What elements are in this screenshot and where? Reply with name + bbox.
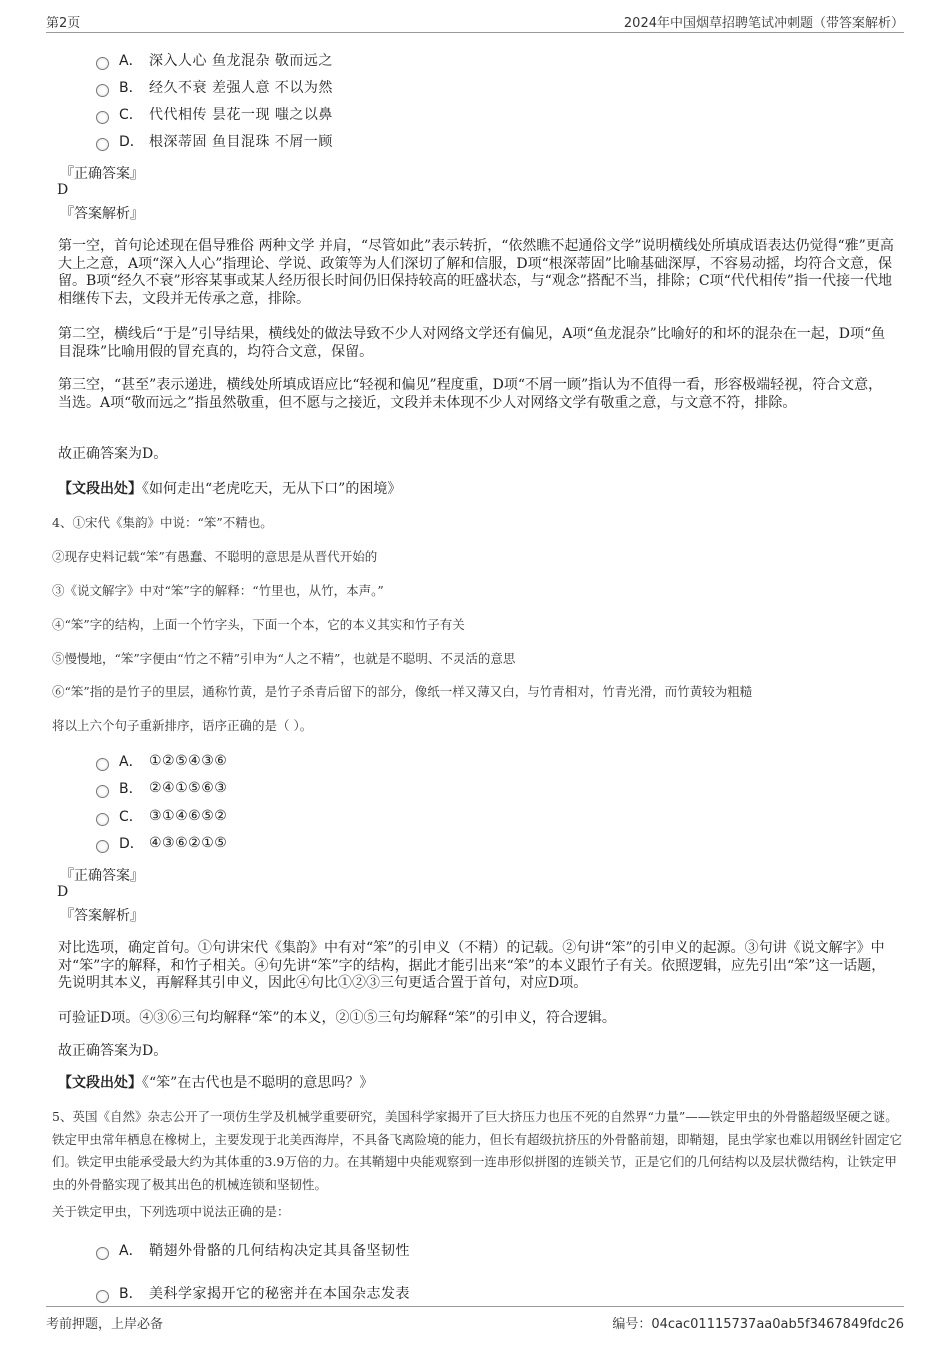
q4-line-4: ④“笨”字的结构，上面一个竹字头，下面一个本，它的本义其实和竹子有关 [52,617,465,632]
document-title: 2024年中国烟草招聘笔试冲刺题（带答案解析） [623,16,904,31]
document-code [612,1313,904,1332]
footer-divider [46,1306,904,1307]
q3-analysis-p1: 第一空，首句论述现在倡导雅俗 两种文学 并肩，“尽管如此”表示转折，“依然瞧不起通俗文学”说明横线处所填成语表达仍觉得“雅”更高大上之意，A项“深入人心”指理论、学说、政策等为人们深切了解和信服，D项“根深蒂固”比喻基础深厚，不容易动摇，均符合文意，保留。B项“经久不衰”形容某事或某人经历很长时间仍旧保持较高的旺盛状态，与“观念”搭配不当，排除；C项“代代相传”指一代接一代地相继传下去，文段并无传承之意，排除。 [58,238,894,307]
q5-option-b[interactable] [96,1283,410,1303]
option-letter: A． [119,1243,143,1259]
radio-icon[interactable] [96,111,109,124]
q4-analysis-p2: 可验证D项。④③⑥三句均解释“笨”的本义，②①⑤三句均解释“笨”的引申义，符合逻辑。 [58,1010,616,1026]
q4-analysis-p1: 对比选项，确定首句。①句讲宋代《集韵》中有对“笨”的引申义（不精）的记载。②句讲“笨”的引申义的起源。③句讲《说文解字》中对“笨”字的解释，和竹子相关。④句先讲“笨”字的结构，据此才能引出来“笨”的本义跟竹子有关。依照逻辑，应先引出“笨”这一话题，先说明其本义，再解释其引申义，因此④句比①②③三句更适合置于首句，对应D项。 [58,940,886,991]
radio-icon[interactable] [96,813,109,826]
radio-icon[interactable] [96,138,109,151]
q4-answer-label: 『正确答案』 [60,868,144,884]
option-letter: C． [119,809,143,825]
radio-icon[interactable] [96,758,109,771]
option-text: 代代相传 昙花一现 嗤之以鼻 [149,107,333,123]
q5-question: 关于铁定甲虫，下列选项中说法正确的是： [52,1204,290,1219]
option-text: 根深蒂固 鱼目混珠 不屑一顾 [149,134,333,150]
radio-icon[interactable] [96,785,109,798]
q3-analysis-conclusion: 故正确答案为D。 [58,446,168,462]
code-label: 编号： [612,1317,652,1332]
radio-icon[interactable] [96,57,109,70]
option-text: ②④①⑤⑥③ [149,780,228,796]
q4-option-d[interactable] [96,833,227,853]
option-text: 深入人心 鱼龙混杂 敬而远之 [149,53,333,69]
q5-option-a[interactable] [96,1240,410,1260]
source-text: 《如何走出“老虎吃天，无从下口”的困境》 [142,481,402,497]
q3-option-d[interactable] [96,131,333,151]
q4-line-6: ⑥“笨”指的是竹子的里层，通称竹黄，是竹子杀青后留下的部分，像纸一样又薄又白，与竹青相对，竹青光滑，而竹黄较为粗糙 [52,684,753,699]
q3-option-c[interactable] [96,104,333,124]
source-label: 【文段出处】 [58,1075,142,1091]
option-text: ③①④⑥⑤② [149,808,228,824]
q5-stem: 5、英国《自然》杂志公开了一项仿生学及机械学重要研究，美国科学家揭开了巨大挤压力也压不死的自然界“力量”——铁定甲虫的外骨骼超级坚硬之谜。铁定甲虫常年栖息在橡树上，主要发现于北美西海岸，不具备飞离险境的能力，但长有超级抗挤压的外骨骼前翅，即鞘翅，昆虫学家也难以用钢丝针固定它们。铁定甲虫能承受最大约为其体重的3.9万倍的力。在其鞘翅中央能观察到一连串形似拼图的连锁关节，正是它们的几何结构以及层状微结构，让铁定甲虫的外骨骼实现了极其出色的机械连锁和坚韧性。 [52,1109,903,1192]
q4-option-b[interactable] [96,778,227,798]
footer-slogan: 考前押题，上岸必备 [46,1317,164,1332]
q4-option-a[interactable] [96,751,227,771]
option-text: 美科学家揭开它的秘密并在本国杂志发表 [149,1286,410,1302]
option-letter: A． [119,754,143,770]
option-letter: B． [119,80,143,96]
option-text: ①②⑤④③⑥ [149,753,228,769]
q3-analysis-p3: 第三空，“甚至”表示递进，横线处所填成语应比“轻视和偏见”程度重，D项“不屑一顾”指认为不值得一看，形容极端轻视，符合文意，当选。A项“敬而远之”指虽然敬重，但不愿与之接近，文段并未体现不少人对网络文学有敬重之意，与文意不符，排除。 [58,377,883,411]
option-text: ④③⑥②①⑤ [149,835,228,851]
q3-option-a[interactable] [96,50,333,70]
q4-question: 将以上六个句子重新排序，语序正确的是（ ）。 [52,718,313,733]
source-text: 《“笨”在古代也是不聪明的意思吗？》 [142,1075,374,1091]
option-text: 鞘翅外骨骼的几何结构决定其具备坚韧性 [149,1243,410,1259]
q4-analysis-conclusion: 故正确答案为D。 [58,1043,168,1059]
radio-icon[interactable] [96,840,109,853]
option-letter: B． [119,1286,143,1302]
option-letter: D． [119,134,144,150]
option-letter: B． [119,781,143,797]
radio-icon[interactable] [96,1290,109,1303]
q4-line-2: ②现存史料记载“笨”有愚蠢、不聪明的意思是从晋代开始的 [52,549,378,564]
q4-line-5: ⑤慢慢地，“笨”字便由“竹之不精”引申为“人之不精”，也就是不聪明、不灵活的意思 [52,651,516,666]
option-letter: A． [119,53,143,69]
q3-answer-label: 『正确答案』 [60,166,144,182]
radio-icon[interactable] [96,84,109,97]
q4-source [58,1075,894,1093]
q3-option-b[interactable] [96,77,333,97]
source-label: 【文段出处】 [58,481,142,497]
option-letter: D． [119,836,144,852]
q4-answer: D [57,884,69,900]
code-value: 04cac01115737aa0ab5f3467849fdc26 [651,1317,904,1332]
q3-analysis-p2: 第二空，横线后“于是”引导结果，横线处的做法导致不少人对网络文学还有偏见，A项“鱼龙混杂”比喻好的和坏的混杂在一起，D项“鱼目混珠”比喻用假的冒充真的，均符合文意，保留。 [58,326,886,360]
option-letter: C． [119,107,143,123]
q4-line-3: ③《说文解字》中对“笨”字的解释：“竹里也，从竹，本声。” [52,583,384,598]
q4-line-1: 4、①宋代《集韵》中说：“笨”不精也。 [52,515,273,530]
radio-icon[interactable] [96,1247,109,1260]
page-number: 第2页 [46,16,81,31]
q3-analysis-label: 『答案解析』 [60,206,144,222]
q4-option-c[interactable] [96,806,227,826]
q4-analysis-label: 『答案解析』 [60,908,144,924]
option-text: 经久不衰 差强人意 不以为然 [149,80,333,96]
header-divider [46,32,904,33]
q3-answer: D [57,182,69,198]
q3-source [58,481,894,499]
